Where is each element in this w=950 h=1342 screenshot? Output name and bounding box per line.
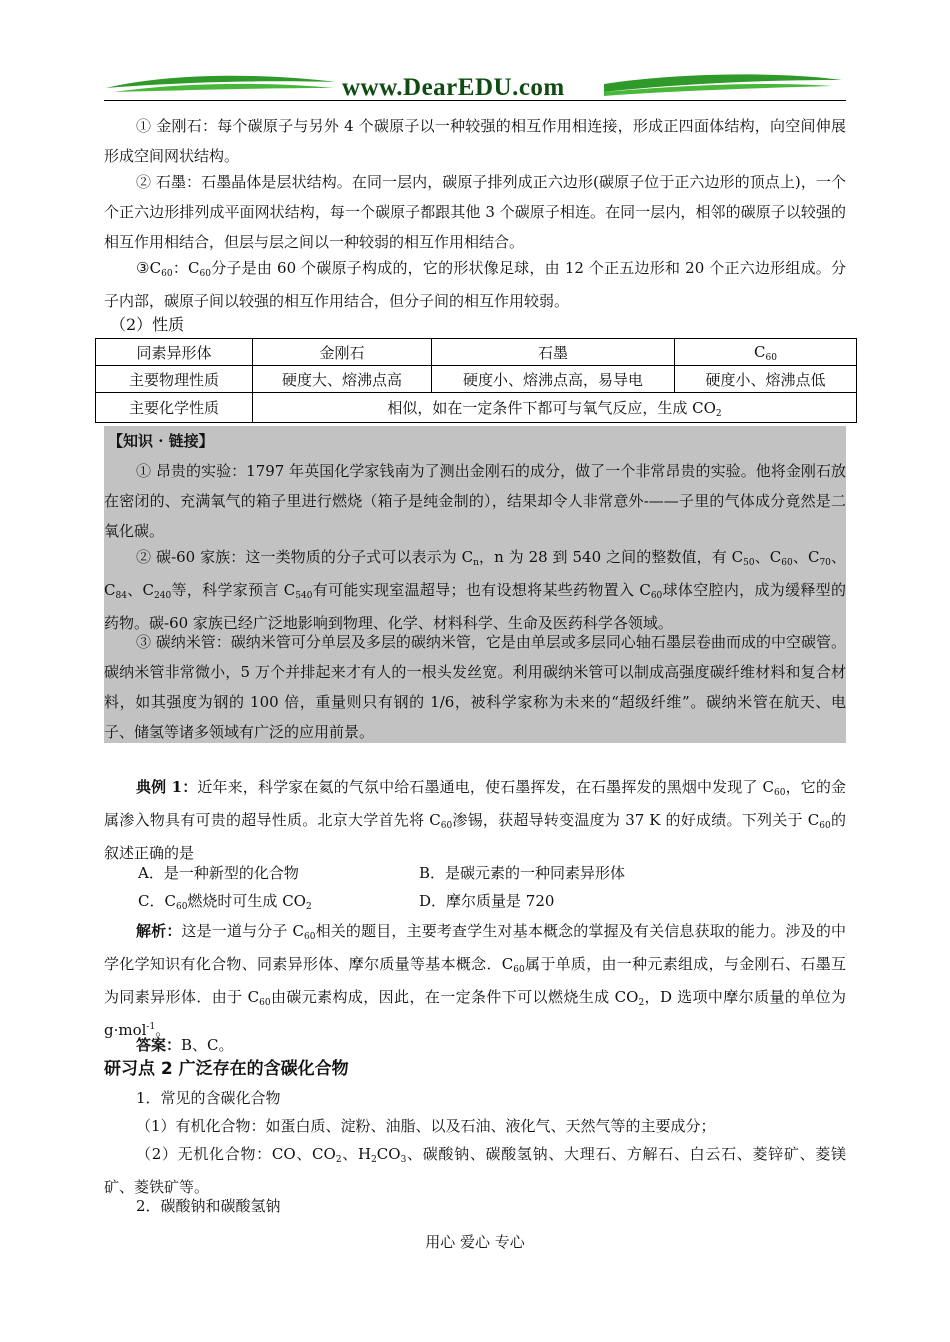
list-item: （2）无机化合物：CO、$CO_2$、$H_2CO_3$、碳酸钠、碳酸氢钠、大理石、方解石、白云石、菱锌矿、菱镁矿、菱铁矿等。 bbox=[104, 1145, 846, 1196]
option-d: D．摩尔质量是 720 bbox=[419, 892, 555, 910]
table-cell: 硬度大、熔沸点高 bbox=[253, 366, 432, 393]
paragraph-diamond: ① 金刚石：每个碳原子与另外 4 个碳原子以一种较强的相互作用相连接，形成正四面体结构，向空间伸展形成空间网状结构。 bbox=[104, 117, 846, 165]
table-cell: 硬度小、熔沸点高，易导电 bbox=[432, 366, 675, 393]
answer-label: 答案： bbox=[136, 1036, 182, 1054]
knowledge-title: 【知识 · 链接】 bbox=[108, 432, 214, 450]
paragraph-c60: $③C_{60}$：$C_{60}$分子是由 60 个碳原子构成的，它的形状像足球，由 12 个正五边形和 20 个正六边形组成。分子内部，碳原子间以较强的相互作用结合，但分子间的相互作用较弱。 bbox=[104, 259, 847, 310]
option-b: B．是碳元素的一种同素异形体 bbox=[419, 864, 626, 882]
table-cell: 相似，如在一定条件下都可与氧气反应，生成 $CO_2$ bbox=[253, 393, 857, 423]
paragraph-graphite: ② 石墨：石墨晶体是层状结构。在同一层内，碳原子排列成正六边形(碳原子位于正六边形的顶点上)，一个个正六边形排列成平面网状结构，每一个碳原子都跟其他 3 个碳原子相连。在同一层内，相邻的碳原子以较强的相互作用相结合，但层与层之间以一种较弱的相互作用相结合。 bbox=[104, 173, 846, 251]
table-row bbox=[96, 393, 857, 423]
example-label: 典例 1： bbox=[136, 778, 198, 796]
header-divider bbox=[104, 100, 846, 101]
answer-line: 答案：B、C。 bbox=[136, 1036, 234, 1054]
section-title: 研习点 2 广泛存在的含碳化合物 bbox=[104, 1059, 349, 1079]
table-row bbox=[96, 366, 857, 393]
knowledge-item: ③ 碳纳米管：碳纳米管可分单层及多层的碳纳米管，它是由单层或多层同心轴石墨层卷曲而成的中空碳管。碳纳米管非常微小，5 万个并排起来才有人的一根头发丝宽。利用碳纳米管可以制成高强度碳纤维材料和复合材料，如其强度为钢的 100 倍，重量则只有钢的 1/6，被科学家称为未来的“超级纤维”。碳纳米管在航天、电子、储氢等诸多领域有广泛的应用前景。 bbox=[104, 633, 846, 741]
table-header-cell: 金刚石 bbox=[253, 339, 432, 366]
table-cell: 主要物理性质 bbox=[96, 366, 253, 393]
table-cell: 主要化学性质 bbox=[96, 393, 253, 423]
table-cell: 硬度小、熔沸点低 bbox=[675, 366, 857, 393]
properties-heading: （2）性质 bbox=[110, 315, 185, 334]
page-footer: 用心 爱心 专心 bbox=[425, 1233, 525, 1251]
list-item: （1）有机化合物：如蛋白质、淀粉、油脂、以及石油、液化气、天然气等的主要成分； bbox=[136, 1117, 716, 1135]
option-a: A．是一种新型的化合物 bbox=[138, 864, 299, 882]
table-header-cell: 石墨 bbox=[432, 339, 675, 366]
analysis-paragraph: 解析：这是一道与分子 $C_{60}$相关的题目，主要考查学生对基本概念的掌握及有关信息获取的能力。涉及的中学化学知识有化合物、同素异形体、摩尔质量等基本概念．$C_{60}$属于单质，由一种元素组成，与金刚石、石墨互为同素异形体．由于 $C_{60}$由碳元素构成，因此，在一定条件下可以燃烧生成 $CO_2$，D 选项中摩尔质量的单位为 g·mol$^{-1}$。 bbox=[104, 922, 847, 1039]
option-c: C．$C_{60}$燃烧时可生成 $CO_2$ bbox=[138, 892, 312, 912]
table-header-cell: $C_{60}$ bbox=[675, 339, 857, 366]
example-question: 典例 1：近年来，科学家在氦的气氛中给石墨通电，使石墨挥发，在石墨挥发的黑烟中发现了 $C_{60}$，它的金属渗入物具有可贵的超导性质。北京大学首先将 $C_{60}$渗锡，获超导转变温度为 37 K 的好成绩。下列关于 $C_{60}$的叙述正确的是 bbox=[104, 778, 846, 862]
table-header-cell: 同素异形体 bbox=[96, 339, 253, 366]
list-item: 2．碳酸钠和碳酸氢钠 bbox=[136, 1197, 281, 1215]
knowledge-item: ① 昂贵的实验：1797 年英国化学家钱南为了测出金刚石的成分，做了一个非常昂贵的实验。他将金刚石放在密闭的、充满氧气的箱子里进行燃烧（箱子是纯金制的），结果却令人非常意外-——子里的气体成分竟然是二氧化碳。 bbox=[104, 462, 846, 540]
list-item: 1．常见的含碳化合物 bbox=[136, 1089, 281, 1107]
analysis-label: 解析： bbox=[136, 922, 182, 940]
site-logo-text[interactable]: www.DearEDU.com bbox=[342, 74, 565, 101]
properties-table bbox=[95, 338, 857, 423]
table-row bbox=[96, 339, 857, 366]
knowledge-item: ② 碳-60 家族：这一类物质的分子式可以表示为 $C_n$，n 为 28 到 540 之间的整数值，有 $C_{50}$、$C_{60}$、$C_{70}$、$C_{84}$、$C_{240}$等，科学家预言 $C_{540}$有可能实现室温超导；也有设想将某些药物置入 $C_{60}$球体空腔内，成为缓释型的药物。碳-60 家族已经广泛地影响到物理、化学、材料科学、生命及医药科学各领域。 bbox=[104, 548, 846, 632]
site-banner bbox=[104, 70, 846, 104]
